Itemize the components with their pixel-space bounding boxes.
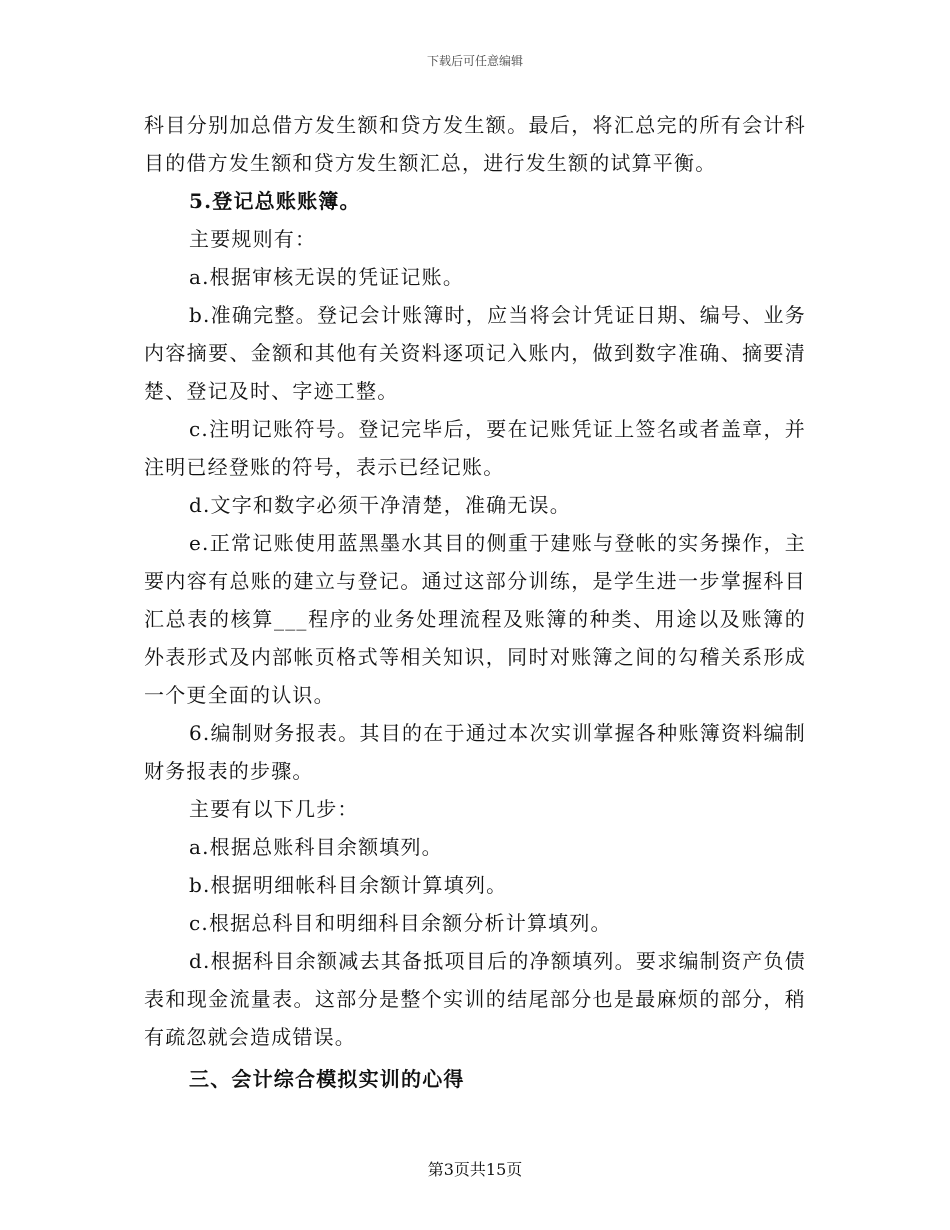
paragraph-continuation: 科目分别加总借方发生额和贷方发生额。最后，将汇总完的所有会计科目的借方发生额和贷方发生额汇总，进行发生额的试算平衡。 [144, 113, 806, 175]
rule-b: b.准确完整。登记会计账簿时，应当将会计凭证日期、编号、业务内容摘要、金额和其他有关资料逐项记入账内，做到数字准确、摘要清楚、登记及时、字迹工整。 [144, 303, 806, 403]
page-number: 第3页共15页 [427, 1160, 523, 1179]
step-b: b.根据明细帐科目余额计算填列。 [189, 873, 508, 897]
section-heading-reflections: 三、会计综合模拟实训的心得 [189, 1067, 465, 1091]
rule-c: c.注明记账符号。登记完毕后，要在记账凭证上签名或者盖章，并注明已经登账的符号，表示已经记账。 [144, 417, 806, 479]
step-a: a.根据总账科目余额填列。 [189, 835, 443, 859]
rule-d: d.文字和数字必须干净清楚，准确无误。 [189, 493, 571, 517]
section-heading-ledger: 5.登记总账账簿。 [189, 189, 361, 213]
rule-a: a.根据审核无误的凭证记账。 [189, 265, 465, 289]
section-financial-statements: 6.编制财务报表。其目的在于通过本次实训掌握各种账簿资料编制财务报表的步骤。 [144, 721, 806, 783]
page-header: 下载后可任意编辑 [426, 54, 523, 68]
document-body [144, 106, 806, 1098]
rules-intro: 主要规则有： [189, 227, 317, 251]
step-d: d.根据科目余额减去其备抵项目后的净额填列。要求编制资产负债表和现金流量表。这部分是整个实训的结尾部分也是最麻烦的部分，稍有疏忽就会造成错误。 [144, 949, 806, 1049]
steps-intro: 主要有以下几步： [189, 797, 359, 821]
rule-e: e.正常记账使用蓝黑墨水其目的侧重于建账与登帐的实务操作，主要内容有总账的建立与登记。通过这部分训练，是学生进一步掌握科目汇总表的核算___程序的业务处理流程及账簿的种类、用途以及账簿的外表形式及内部帐页格式等相关知识，同时对账簿之间的勾稽关系形成一个更全面的认识。 [144, 531, 806, 707]
step-c: c.根据总科目和明细科目余额分析计算填列。 [189, 911, 612, 935]
